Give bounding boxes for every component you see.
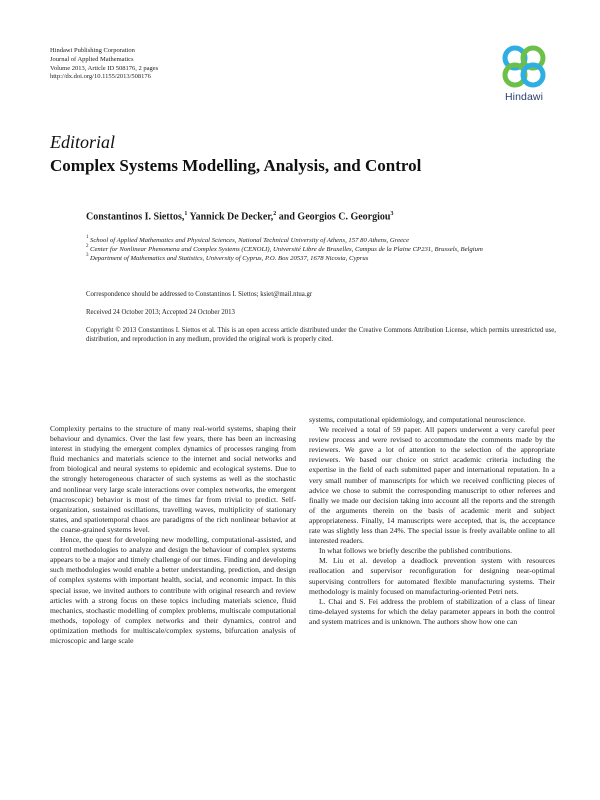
affiliation-number: 2 xyxy=(86,244,89,250)
hindawi-logo-text: Hindawi xyxy=(504,91,544,103)
author-list xyxy=(86,211,393,222)
affiliations xyxy=(86,236,554,264)
affiliation-text: Department of Mathematics and Statistics, University of Cyprus, P.O. Box 20537, 1678 Nicosia, Cyprus xyxy=(90,255,369,263)
volume-info: Volume 2013, Article ID 508176, 2 pages xyxy=(50,64,159,72)
author-name: Constantinos I. Siettos, xyxy=(86,211,185,223)
hindawi-logo-icon xyxy=(497,44,551,90)
affiliation xyxy=(86,245,554,254)
article-title: Complex Systems Modelling, Analysis, and Control xyxy=(50,156,422,175)
body-paragraph: M. Liu et al. develop a deadlock prevention system with resources reallocation and supervisor reconfiguration for designing near-optimal supervising controllers for automated flexible manufacturing systems. Their methodology is mainly focused on manufacturing-oriented Petri nets. xyxy=(309,556,555,596)
author-affil-ref: 1 xyxy=(184,211,188,217)
affiliation-text: School of Applied Mathematics and Physical Sciences, National Technical University of Athens, 157 80 Athens, Greece xyxy=(90,237,409,244)
body-paragraph: Complexity pertains to the structure of many real-world systems, shaping their behaviour and dynamics. Over the last few years, there has been an increasing interest in studying the emergent complex dynamics of processes ranging from fluid mechanics and materials science to the internet and social networks and from biological and neural systems to epidemic and ecological systems. Due to the strongly heterogeneous character of such systems as well as the stochastic and nonlinear very large scale interactions over complex networks, the emergent (macroscopic) behavior is most of the times far from trivial to predict. Self-organization, sustained oscillations, travelling waves, multiplicity of stationary states, and spatiotemporal chaos are paradigms of the rich nonlinear behavior at the coarse-grained systems level. xyxy=(50,424,296,534)
author-name: and Georgios C. Georgiou xyxy=(278,211,391,223)
publisher-name: Hindawi Publishing Corporation xyxy=(50,47,135,54)
body-column-left xyxy=(50,424,296,646)
journal-name: Journal of Applied Mathematics xyxy=(50,55,134,63)
journal-header xyxy=(50,47,158,82)
received-dates: Received 24 October 2013; Accepted 24 October 2013 xyxy=(86,309,235,316)
doi-link[interactable]: http://dx.doi.org/10.1155/2013/508176 xyxy=(50,73,151,81)
author-affil-ref: 2 xyxy=(273,211,277,217)
body-paragraph: L. Chai and S. Fei address the problem of stabilization of a class of linear time-delayed systems for which the delay parameter appears in both the control and system matrices and is unknown. The authors show how one can xyxy=(309,596,555,626)
affiliation xyxy=(86,236,554,245)
author-name: Yannick De Decker, xyxy=(189,211,274,223)
affiliation-number: 1 xyxy=(86,235,89,240)
article-category: Editorial xyxy=(50,132,116,152)
hindawi-logo[interactable] xyxy=(494,44,554,110)
body-paragraph: systems, computational epidemiology, and computational neuroscience. xyxy=(309,415,526,424)
body-column-right xyxy=(309,415,555,627)
author-affil-ref: 3 xyxy=(390,211,394,217)
body-paragraph: Hence, the quest for developing new modelling, computational-assisted, and control methodologies to analyze and design the behaviour of complex systems appears to be a major and timely challenge of our times. Finding and developing such methodologies would enable a better understanding, prediction, and design of complex systems with important health, social, and economic impact. In this special issue, we invited authors to contribute with original research and review articles with a strong focus on these topics including materials science, fluid mechanics, stochastic modelling of complex problems, multiscale computational methods, topology of complex networks and their dynamics, control and optimization methods for multiscale/complex systems, bifurcation analysis of microscopic and large scale xyxy=(50,535,296,645)
body-paragraph: We received a total of 59 paper. All papers underwent a very careful peer review process and were revised to accommodate the comments made by the reviewers. We gave a lot of attention to the selection of the appropriate reviewers. We based our choice on strict academic criteria including the expertise in the field of each submitted paper and international reputation. In a very small number of manuscripts for which we received conflicting pieces of advice we chose to submit the corresponding manuscript to other referees and finally we made our decision taking into account all the reports and the strength of the arguments therein on the basis of academic merit and subject appropriateness. Finally, 14 manuscripts were accepted, that is, the acceptance rate was slightly less than 24%. The special issue is freely available online to all interested readers. xyxy=(309,425,555,546)
body-paragraph: In what follows we briefly describe the published contributions. xyxy=(319,546,513,556)
affiliation-number: 3 xyxy=(86,253,89,259)
copyright-notice: Copyright © 2013 Constantinos I. Siettos et al. This is an open access article distributed under the Creative Commons Attribution License, which permits unrestricted use, distribution, and reproduction in any medium, provided the original work is properly cited. xyxy=(86,327,556,344)
affiliation-text: Center for Nonlinear Phenomena and Complex Systems (CENOLI), Université Libre de Bruxelles, Campus de la Plaine CP231, Brussels, Belgium xyxy=(90,246,483,254)
correspondence: Correspondence should be addressed to Constantinos I. Siettos; ksiet@mail.ntua.gr xyxy=(86,291,313,298)
affiliation xyxy=(86,254,554,263)
